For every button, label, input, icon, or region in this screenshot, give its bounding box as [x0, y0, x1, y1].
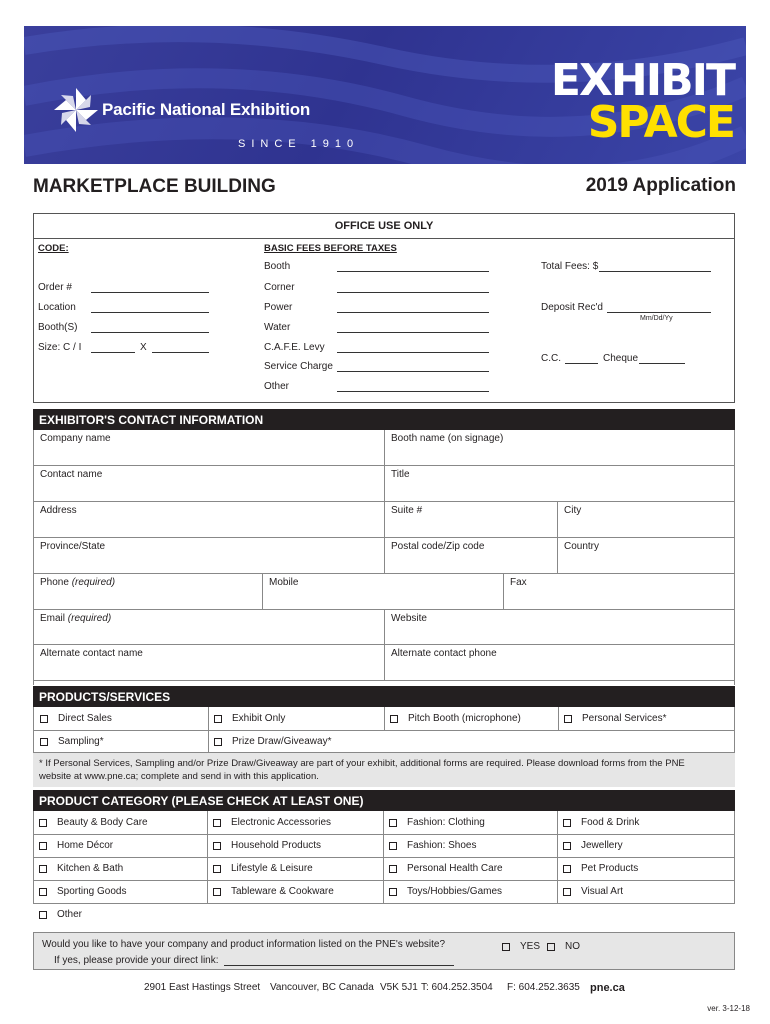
country-label: Country [564, 541, 600, 552]
suite-label: Suite # [391, 505, 423, 516]
booths-label: Booth(S) [38, 322, 78, 333]
website-field[interactable] [385, 610, 735, 645]
pinwheel-icon [52, 86, 100, 134]
cat-tableware-label: Tableware & Cookware [231, 886, 334, 897]
cat-toys-label: Toys/Hobbies/Games [407, 886, 503, 897]
exhibit-only-checkbox[interactable] [214, 713, 285, 724]
alt-contact-name-field[interactable] [34, 645, 385, 681]
additional-forms-note [33, 753, 735, 787]
cat-tableware-checkbox[interactable] [213, 886, 334, 897]
deposit-field[interactable] [607, 312, 711, 313]
website-question: Would you like to have your company and product information listed on the PNE's website? [42, 939, 446, 950]
direct-sales-checkbox[interactable] [40, 713, 112, 724]
cat-other-label: Other [57, 909, 83, 920]
website-link-field[interactable] [224, 965, 454, 966]
fee-water-field[interactable] [337, 332, 489, 333]
fee-booth-field[interactable] [337, 271, 489, 272]
mobile-label: Mobile [269, 577, 299, 588]
org-name: Pacific National Exhibition [102, 100, 311, 119]
suite-field[interactable] [385, 502, 558, 538]
sampling-checkbox[interactable] [40, 736, 104, 747]
contact-heading: EXHIBITOR'S CONTACT INFORMATION [33, 409, 735, 430]
cat-visual-art-checkbox[interactable] [563, 886, 623, 897]
title-label: Title [391, 469, 410, 480]
fee-other-label: Other [264, 381, 290, 392]
country-field[interactable] [558, 538, 735, 574]
cat-visual-art-label: Visual Art [581, 886, 624, 897]
fee-corner-field[interactable] [337, 292, 489, 293]
total-fees-label: Total Fees: $ [541, 261, 599, 272]
fee-service-field[interactable] [337, 371, 489, 372]
footer-city: Vancouver, BC Canada [270, 982, 374, 993]
exhibit-space-title [550, 55, 734, 148]
cat-pet-checkbox[interactable] [563, 863, 638, 874]
order-label: Order # [38, 282, 72, 293]
exhibit-word: EXHIBIT [550, 55, 734, 106]
office-heading: OFFICE USE ONLY [334, 220, 434, 232]
prize-draw-checkbox[interactable] [214, 736, 331, 747]
fee-cafe-label: C.A.F.E. Levy [264, 342, 325, 353]
email-required: (required) [67, 613, 112, 624]
category-section [33, 790, 735, 926]
phone-field[interactable] [34, 574, 263, 610]
cat-electronics-checkbox[interactable] [213, 817, 331, 828]
since-text: SINCE 1910 [238, 138, 360, 150]
fee-service-label: Service Charge [264, 361, 333, 372]
phone-label: Phone [40, 577, 69, 588]
cat-sporting-checkbox[interactable] [39, 886, 127, 897]
office-use-box [33, 213, 735, 403]
fax-field[interactable] [504, 574, 735, 610]
cat-health-checkbox[interactable] [389, 863, 503, 874]
order-field[interactable] [91, 292, 209, 293]
total-fees-field[interactable] [599, 271, 711, 272]
fee-power-field[interactable] [337, 312, 489, 313]
website-link-label: If yes, please provide your direct link: [54, 955, 219, 966]
pne-logo [52, 86, 310, 134]
size-x: X [140, 342, 147, 353]
exhibit-only-label: Exhibit Only [232, 713, 286, 724]
products-section [33, 686, 735, 753]
cat-lifestyle-checkbox[interactable] [213, 863, 313, 874]
cat-household-label: Household Products [231, 840, 322, 851]
city-label: City [564, 505, 582, 516]
fax-label: Fax [510, 577, 527, 588]
footer-postal: V5K 5J1 [380, 982, 418, 993]
personal-services-checkbox[interactable] [564, 713, 666, 724]
website-yes-label: YES [520, 941, 541, 952]
booth-name-field[interactable] [385, 430, 735, 466]
cat-kitchen-checkbox[interactable] [39, 863, 123, 874]
cat-fashion-shoes-checkbox[interactable] [389, 840, 477, 851]
website-label: Website [391, 613, 427, 624]
cat-health-label: Personal Health Care [407, 863, 503, 874]
contact-section [33, 409, 735, 685]
sampling-label: Sampling* [58, 736, 104, 747]
contact-name-label: Contact name [40, 469, 103, 480]
website-listing-box [33, 932, 735, 970]
cat-fashion-shoes-label: Fashion: Shoes [407, 840, 477, 851]
deposit-label: Deposit Rec'd [541, 302, 603, 313]
application-year: 2019 Application [585, 175, 736, 196]
fee-water-label: Water [264, 322, 291, 333]
space-word: SPACE [587, 96, 734, 148]
company-name-label: Company name [40, 433, 111, 444]
cat-household-checkbox[interactable] [213, 840, 321, 851]
alt-contact-phone-label: Alternate contact phone [391, 648, 497, 659]
cat-beauty-label: Beauty & Body Care [57, 817, 148, 828]
cat-sporting-label: Sporting Goods [57, 886, 127, 897]
cat-beauty-checkbox[interactable] [39, 817, 148, 828]
cat-jewellery-label: Jewellery [581, 840, 623, 851]
cat-fashion-clothing-checkbox[interactable] [389, 817, 485, 828]
cat-electronics-label: Electronic Accessories [231, 817, 332, 828]
phone-required: (required) [71, 577, 116, 588]
cat-pet-label: Pet Products [581, 863, 639, 874]
direct-sales-label: Direct Sales [58, 713, 112, 724]
fee-other-field[interactable] [337, 391, 489, 392]
cheque-field[interactable] [639, 363, 685, 364]
note-line-1: * If Personal Services, Sampling and/or Prize Draw/Giveaway are part of your exhibit, additional forms are required. Please download forms from the PNE [39, 758, 685, 769]
email-label: Email [40, 613, 66, 624]
size-depth-field[interactable] [152, 352, 209, 353]
mobile-field[interactable] [263, 574, 504, 610]
cat-fashion-clothing-label: Fashion: Clothing [407, 817, 485, 828]
personal-services-label: Personal Services* [582, 713, 667, 724]
cat-toys-checkbox[interactable] [389, 886, 502, 897]
city-field[interactable] [558, 502, 735, 538]
cat-food-checkbox[interactable] [563, 817, 639, 828]
address-label: Address [40, 505, 77, 516]
postal-label: Postal code/Zip code [391, 541, 485, 552]
prize-draw-label: Prize Draw/Giveaway* [232, 736, 332, 747]
note-line-2: website at www.pne.ca; complete and send in with this application. [39, 771, 319, 783]
cc-field[interactable] [565, 363, 598, 364]
footer-fax: F: 604.252.3635 [507, 982, 580, 993]
province-label: Province/State [40, 541, 106, 552]
fee-cafe-field[interactable] [337, 352, 489, 353]
province-field[interactable] [34, 538, 385, 574]
alt-contact-phone-field[interactable] [385, 645, 735, 681]
contact-name-field[interactable] [34, 466, 385, 502]
basic-fees-label: BASIC FEES BEFORE TAXES [264, 243, 397, 254]
postal-field[interactable] [385, 538, 558, 574]
address-field[interactable] [34, 502, 385, 538]
cat-lifestyle-label: Lifestyle & Leisure [231, 863, 313, 874]
products-heading: PRODUCTS/SERVICES [33, 686, 735, 707]
size-label: Size: C / I [38, 342, 82, 353]
booth-name-label: Booth name (on signage) [391, 433, 504, 444]
pitch-booth-label: Pitch Booth (microphone) [408, 713, 521, 724]
fee-power-label: Power [264, 302, 293, 313]
title-field[interactable] [385, 466, 735, 502]
cat-food-label: Food & Drink [581, 817, 640, 828]
cat-other-checkbox[interactable] [39, 909, 82, 920]
pitch-booth-checkbox[interactable] [390, 713, 521, 724]
company-name-field[interactable] [34, 430, 385, 466]
cat-home-decor-checkbox[interactable] [39, 840, 113, 851]
building-title: MARKETPLACE BUILDING [33, 176, 276, 197]
version-label: ver. 3-12-18 [707, 1004, 750, 1013]
footer-tel: T: 604.252.3504 [421, 982, 493, 993]
email-field[interactable] [34, 610, 385, 645]
date-format-hint: Mm/Dd/Yy [640, 315, 673, 322]
header-banner [24, 26, 746, 164]
website-no-label: NO [565, 941, 580, 952]
booths-field[interactable] [91, 332, 209, 333]
location-label: Location [38, 302, 76, 313]
location-field[interactable] [91, 312, 209, 313]
footer-street: 2901 East Hastings Street [144, 982, 261, 993]
alt-contact-name-label: Alternate contact name [40, 648, 143, 659]
size-width-field[interactable] [91, 352, 135, 353]
category-heading: PRODUCT CATEGORY (PLEASE CHECK AT LEAST ONE) [33, 790, 735, 811]
fee-corner-label: Corner [264, 282, 295, 293]
footer-site[interactable]: pne.ca [590, 982, 625, 994]
cat-jewellery-checkbox[interactable] [563, 840, 623, 851]
code-label: CODE: [38, 243, 69, 254]
cc-label: C.C. [541, 353, 561, 364]
cheque-label: Cheque [603, 353, 639, 364]
cat-kitchen-label: Kitchen & Bath [57, 863, 124, 874]
fee-booth-label: Booth [264, 261, 291, 272]
cat-home-decor-label: Home Décor [57, 840, 114, 851]
